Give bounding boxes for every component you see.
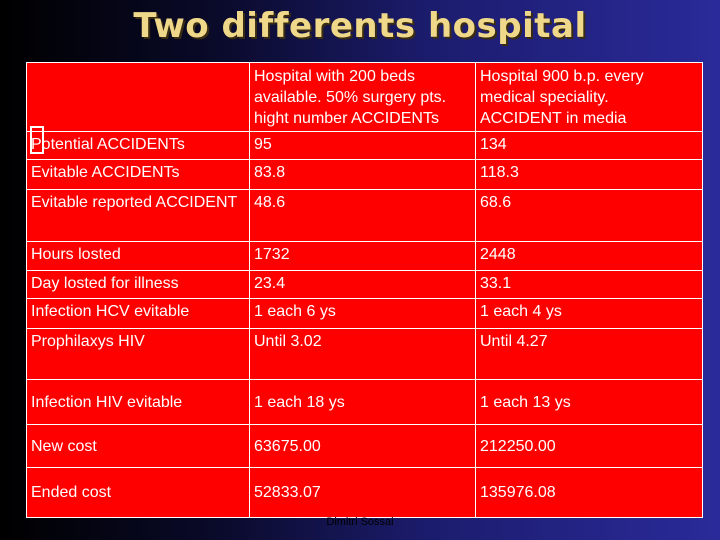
row-value-200: 83.8: [250, 160, 476, 190]
row-value-900: 134: [476, 132, 703, 160]
row-label: Prophilaxys HIV: [27, 329, 250, 380]
row-label: Potential ACCIDENTs: [27, 132, 250, 160]
row-value-200: 1 each 18 ys: [250, 380, 476, 425]
row-label: Evitable ACCIDENTs: [27, 160, 250, 190]
row-value-900: 33.1: [476, 271, 703, 299]
row-value-900: 68.6: [476, 190, 703, 242]
comparison-table: [26, 62, 703, 518]
table-row: [27, 299, 703, 329]
table-row: [27, 329, 703, 380]
header-cell-empty: [27, 63, 250, 132]
table-row: [27, 271, 703, 299]
row-value-200: 1 each 6 ys: [250, 299, 476, 329]
row-label: Infection HIV evitable: [27, 380, 250, 425]
header-line: Hospital with 200 beds: [254, 68, 415, 85]
table-row: [27, 160, 703, 190]
header-cell-hospital-900: [476, 63, 703, 132]
header-cell-hospital-200: [250, 63, 476, 132]
table-row: [27, 132, 703, 160]
row-value-200: Until 3.02: [250, 329, 476, 380]
header-line: hight number ACCIDENTs: [254, 110, 439, 127]
table-row: [27, 190, 703, 242]
row-label: Ended cost: [27, 468, 250, 518]
text-cursor-marker: [30, 126, 44, 154]
table-row: [27, 425, 703, 468]
header-line: available. 50% surgery pts.: [254, 89, 447, 106]
row-value-200: 1732: [250, 242, 476, 271]
author-footer: Dimitri Sossai: [326, 516, 394, 528]
slide-title: Two differents hospital: [133, 6, 587, 46]
header-line: medical speciality.: [480, 89, 609, 106]
row-value-900: 2448: [476, 242, 703, 271]
row-value-900: 1 each 4 ys: [476, 299, 703, 329]
row-label: Hours losted: [27, 242, 250, 271]
row-value-200: 95: [250, 132, 476, 160]
table-row: [27, 380, 703, 425]
row-value-900: 1 each 13 ys: [476, 380, 703, 425]
row-label: Day losted for illness: [27, 271, 250, 299]
table-row: [27, 242, 703, 271]
row-value-900: Until 4.27: [476, 329, 703, 380]
row-value-200: 63675.00: [250, 425, 476, 468]
row-label: New cost: [27, 425, 250, 468]
header-line: ACCIDENT in media: [480, 110, 627, 127]
row-value-200: 52833.07: [250, 468, 476, 518]
table-header-row: [27, 63, 703, 132]
row-label: Infection HCV evitable: [27, 299, 250, 329]
header-line: Hospital 900 b.p. every: [480, 68, 644, 85]
row-value-200: 23.4: [250, 271, 476, 299]
row-value-200: 48.6: [250, 190, 476, 242]
row-value-900: 212250.00: [476, 425, 703, 468]
row-value-900: 118.3: [476, 160, 703, 190]
row-label: Evitable reported ACCIDENT: [27, 190, 250, 242]
row-value-900: 135976.08: [476, 468, 703, 518]
table-row: [27, 468, 703, 518]
